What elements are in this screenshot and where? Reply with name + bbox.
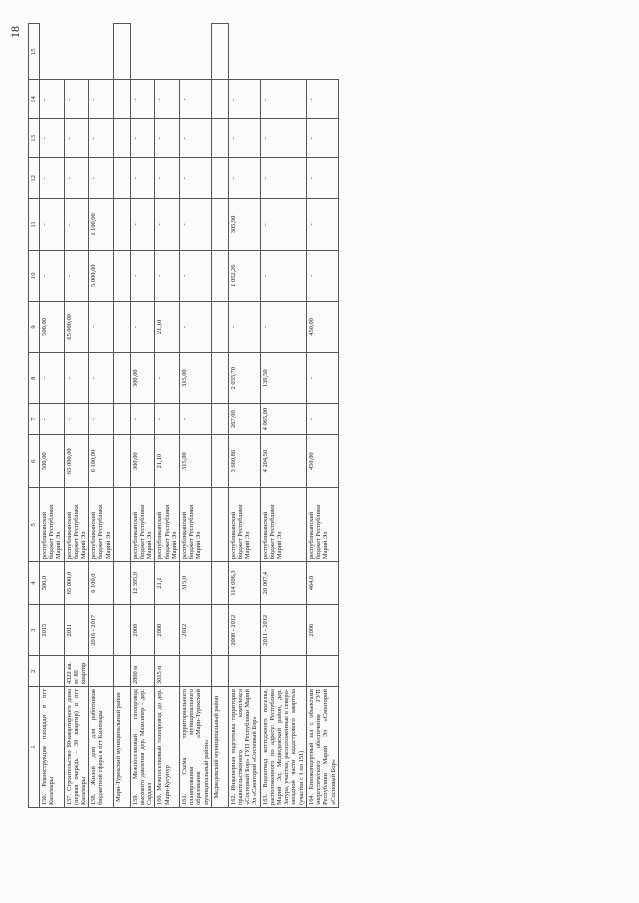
cell-c15: - bbox=[306, 80, 338, 119]
cell-c9: - bbox=[40, 353, 65, 404]
cell-c4: 2008 bbox=[155, 605, 180, 656]
cell-c5: 21,1 bbox=[155, 562, 180, 605]
object-name-cell bbox=[180, 687, 212, 808]
cell-c6: республиканский бюджет Республики Марий Эл bbox=[260, 488, 306, 562]
cell-c7: 300,00 bbox=[130, 435, 155, 488]
cell-c12: 1 100,00 bbox=[89, 199, 114, 250]
empty-cell bbox=[113, 24, 130, 80]
object-name-cell bbox=[228, 687, 260, 808]
column-header: 11 bbox=[29, 199, 40, 250]
row-number: 162. bbox=[229, 793, 237, 805]
cell-c7: 450,00 bbox=[306, 435, 338, 488]
cell-c15: - bbox=[260, 80, 306, 119]
cell-c9: - bbox=[155, 353, 180, 404]
cell-c15: - bbox=[155, 80, 180, 119]
table-row bbox=[130, 24, 155, 808]
cell-c7: 6 100,00 bbox=[89, 435, 114, 488]
column-header: 3 bbox=[29, 605, 40, 656]
empty-cell bbox=[113, 488, 130, 562]
cell-c6: республиканский бюджет Республики Марий Эл bbox=[228, 488, 260, 562]
empty-cell bbox=[211, 119, 228, 158]
cell-c6: республиканский бюджет Республики Марий Эл bbox=[130, 488, 155, 562]
table-row bbox=[64, 24, 89, 808]
cell-c8: - bbox=[155, 404, 180, 435]
column-header: 12 bbox=[29, 158, 40, 199]
cell-c13: - bbox=[40, 158, 65, 199]
column-header: 1 bbox=[29, 687, 40, 808]
cell-c4: 2006 bbox=[306, 605, 338, 656]
cell-c3 bbox=[180, 656, 212, 687]
cell-c11: 5 000,00 bbox=[89, 250, 114, 301]
cell-c8: - bbox=[306, 404, 338, 435]
object-name-cell bbox=[40, 687, 65, 808]
empty-cell bbox=[113, 158, 130, 199]
column-header: 5 bbox=[29, 488, 40, 562]
cell-c8: 267,00 bbox=[228, 404, 260, 435]
table-row bbox=[306, 24, 338, 808]
cell-c15: - bbox=[180, 80, 212, 119]
object-name-cell bbox=[155, 687, 180, 808]
table-row bbox=[155, 24, 180, 808]
cell-c7: 4 204,50 bbox=[260, 435, 306, 488]
empty-cell bbox=[113, 605, 130, 656]
cell-c11: - bbox=[180, 250, 212, 301]
cell-c8: - bbox=[40, 404, 65, 435]
cell-c13: - bbox=[306, 158, 338, 199]
cell-c6: республиканский бюджет Республики Марий Эл bbox=[180, 488, 212, 562]
cell-c11: - bbox=[155, 250, 180, 301]
cell-c14: - bbox=[40, 119, 65, 158]
row-number: 163. bbox=[261, 793, 269, 805]
empty-cell bbox=[113, 301, 130, 352]
empty-cell bbox=[113, 80, 130, 119]
empty-cell bbox=[113, 656, 130, 687]
cell-c7: 3 660,86 bbox=[228, 435, 260, 488]
cell-c11: 1 052,26 bbox=[228, 250, 260, 301]
cell-c14: - bbox=[306, 119, 338, 158]
cell-c9: 2 035,70 bbox=[228, 353, 260, 404]
cell-c9: - bbox=[306, 353, 338, 404]
column-header: 7 bbox=[29, 404, 40, 435]
empty-cell bbox=[211, 605, 228, 656]
object-name: Жилой дом для работников бюджетной сферы в пгт Килемары bbox=[90, 689, 105, 805]
cell-c6: республиканский бюджет Республики Марий Эл bbox=[306, 488, 338, 562]
cell-c3: 3015 м bbox=[155, 656, 180, 687]
cell-c11: - bbox=[130, 250, 155, 301]
cell-c7: 315,00 bbox=[180, 435, 212, 488]
cell-c14: - bbox=[228, 119, 260, 158]
cell-c7: 21,10 bbox=[155, 435, 180, 488]
cell-c5: 6 100,0 bbox=[89, 562, 114, 605]
cell-c8: - bbox=[64, 404, 89, 435]
district-subheader bbox=[211, 687, 228, 808]
cell-c3 bbox=[228, 656, 260, 687]
cell-c5: 65 000,0 bbox=[64, 562, 89, 605]
cell-c5: 500,0 bbox=[40, 562, 65, 605]
empty-cell bbox=[113, 199, 130, 250]
empty-cell bbox=[211, 656, 228, 687]
cell-c5: 315,0 bbox=[180, 562, 212, 605]
cell-c4: 2009 bbox=[130, 605, 155, 656]
column-header: 13 bbox=[29, 119, 40, 158]
cell-c15: - bbox=[89, 80, 114, 119]
row-number: 157. bbox=[65, 793, 73, 805]
object-name: Инженерная подготовка территории правительственного комплекса «Сосновый Бор» ГУП Республики Марий Эл «Санаторий «Сосновый Бор» bbox=[229, 689, 259, 805]
cell-c14: - bbox=[64, 119, 89, 158]
cell-c8: - bbox=[89, 404, 114, 435]
object-name: Строительство 80-квартирного дома (первая очередь - 39 квартир) в пгт Килемары bbox=[65, 689, 88, 805]
table-row bbox=[228, 24, 260, 808]
column-header: 4 bbox=[29, 562, 40, 605]
cell-c9: 139,50 bbox=[260, 353, 306, 404]
cell-c3 bbox=[40, 656, 65, 687]
cell-c11: - bbox=[64, 250, 89, 301]
district-name: Мари-Турекский муниципальный район bbox=[114, 692, 122, 802]
empty-cell bbox=[211, 80, 228, 119]
cell-c15: - bbox=[228, 80, 260, 119]
row-number: 159. bbox=[131, 793, 139, 805]
cell-c6: республиканский бюджет Республики Марий Эл bbox=[40, 488, 65, 562]
cell-c13: - bbox=[180, 158, 212, 199]
object-name: Межпоселковый газопровод высокого давления дер. Мамсинер - дер. Сардаял bbox=[131, 689, 154, 805]
empty-cell bbox=[211, 250, 228, 301]
row-number: 164. bbox=[307, 793, 315, 805]
column-header: 15 bbox=[29, 24, 40, 80]
header-row bbox=[29, 24, 40, 808]
table-row bbox=[180, 24, 212, 808]
cell-c13: - bbox=[260, 158, 306, 199]
object-name: Реконструкция площади в пгт Килемары bbox=[41, 689, 56, 805]
cell-c15: - bbox=[64, 80, 89, 119]
object-name-cell bbox=[89, 687, 114, 808]
cell-c4: 2016 - 2017 bbox=[89, 605, 114, 656]
table-row bbox=[89, 24, 114, 808]
object-name: Киноконцертный зал с объектами энергетического обеспечения ГУП Республики Марий Эл «Санаторий «Сосновый Бор» bbox=[307, 689, 337, 805]
column-header: 2 bbox=[29, 656, 40, 687]
object-name-cell bbox=[64, 687, 89, 808]
cell-c14: - bbox=[89, 119, 114, 158]
cell-c13: - bbox=[64, 158, 89, 199]
empty-cell bbox=[113, 435, 130, 488]
cell-c12: - bbox=[130, 199, 155, 250]
column-header: 10 bbox=[29, 250, 40, 301]
cell-c8: 4 065,00 bbox=[260, 404, 306, 435]
object-name: Межпоселковый газопровод до дер. Мари-Кугунур bbox=[156, 689, 171, 805]
cell-c14: - bbox=[130, 119, 155, 158]
cell-c4: 2012 bbox=[180, 605, 212, 656]
column-header: 6 bbox=[29, 435, 40, 488]
row-number: 158. bbox=[90, 793, 98, 805]
cell-c3: 2800 м bbox=[130, 656, 155, 687]
cell-c10: 450,00 bbox=[306, 301, 338, 352]
cell-c6: республиканский бюджет Республики Марий Эл bbox=[64, 488, 89, 562]
cell-c13: - bbox=[155, 158, 180, 199]
cell-c9: 300,00 bbox=[130, 353, 155, 404]
cell-c10: - bbox=[180, 301, 212, 352]
object-name-cell bbox=[260, 687, 306, 808]
cell-c12: - bbox=[260, 199, 306, 250]
cell-c3: 4322 кв. м/ 80 квартир bbox=[64, 656, 89, 687]
empty-cell bbox=[211, 353, 228, 404]
table-row bbox=[260, 24, 306, 808]
row-number: 160. bbox=[156, 793, 164, 805]
cell-c10: 65 000,00 bbox=[64, 301, 89, 352]
row-number: 156. bbox=[41, 793, 48, 805]
budget-table bbox=[28, 23, 339, 808]
cell-c12: - bbox=[180, 199, 212, 250]
empty-cell bbox=[211, 158, 228, 199]
column-header: 8 bbox=[29, 353, 40, 404]
cell-c14: - bbox=[260, 119, 306, 158]
empty-cell bbox=[113, 250, 130, 301]
cell-c5: 114 606,3 bbox=[228, 562, 260, 605]
cell-c4: 2011 - 2012 bbox=[260, 605, 306, 656]
column-header: 14 bbox=[29, 80, 40, 119]
cell-c14: - bbox=[180, 119, 212, 158]
cell-c11: - bbox=[260, 250, 306, 301]
cell-c14: - bbox=[155, 119, 180, 158]
district-subheader bbox=[113, 687, 130, 808]
cell-c13: - bbox=[130, 158, 155, 199]
cell-c6: республиканский бюджет Республики Марий Эл bbox=[155, 488, 180, 562]
empty-cell bbox=[211, 562, 228, 605]
row-number: 161. bbox=[181, 793, 189, 805]
cell-c3 bbox=[89, 656, 114, 687]
cell-c13: - bbox=[89, 158, 114, 199]
cell-c9: 315,00 bbox=[180, 353, 212, 404]
empty-cell bbox=[211, 301, 228, 352]
cell-c3 bbox=[306, 656, 338, 687]
cell-c8: - bbox=[180, 404, 212, 435]
empty-cell bbox=[113, 404, 130, 435]
district-name: Медведевский муниципальный район bbox=[212, 695, 220, 799]
table-row bbox=[40, 24, 65, 808]
cell-c11: - bbox=[306, 250, 338, 301]
cell-c9: - bbox=[64, 353, 89, 404]
object-name-cell bbox=[130, 687, 155, 808]
cell-c9: - bbox=[89, 353, 114, 404]
cell-c15: - bbox=[40, 80, 65, 119]
district-subheader-row bbox=[113, 24, 130, 808]
cell-c10: - bbox=[130, 301, 155, 352]
cell-c12: - bbox=[40, 199, 65, 250]
cell-c10: 21,10 bbox=[155, 301, 180, 352]
cell-c5: 464,0 bbox=[306, 562, 338, 605]
column-header: 9 bbox=[29, 301, 40, 352]
empty-cell bbox=[211, 199, 228, 250]
empty-cell bbox=[211, 24, 228, 80]
object-name: Водоотвод коттеджного поселка, расположенного по адресу: Республика Марий Эл, Медведевский район, дер. Затура, участки, расположенные в северо-западной части кадастрового квартала (участки с 1 по 151) bbox=[261, 689, 305, 805]
cell-c10: - bbox=[228, 301, 260, 352]
cell-c12: - bbox=[306, 199, 338, 250]
cell-c10: 500,00 bbox=[40, 301, 65, 352]
empty-cell bbox=[113, 562, 130, 605]
empty-cell bbox=[113, 353, 130, 404]
cell-c12: - bbox=[155, 199, 180, 250]
cell-c7: 500,00 bbox=[40, 435, 65, 488]
cell-c5: 20 007,4 bbox=[260, 562, 306, 605]
empty-cell bbox=[211, 404, 228, 435]
cell-c11: - bbox=[40, 250, 65, 301]
cell-c12: - bbox=[64, 199, 89, 250]
cell-c3 bbox=[260, 656, 306, 687]
cell-c12: 305,90 bbox=[228, 199, 260, 250]
cell-c5: 12 395,9 bbox=[130, 562, 155, 605]
cell-c4: 2011 bbox=[64, 605, 89, 656]
cell-c4: 2008 - 2012 bbox=[228, 605, 260, 656]
empty-cell bbox=[113, 119, 130, 158]
cell-c10: - bbox=[89, 301, 114, 352]
cell-c13: - bbox=[228, 158, 260, 199]
page-number: 18 bbox=[8, 26, 22, 38]
district-subheader-row bbox=[211, 24, 228, 808]
empty-cell bbox=[211, 435, 228, 488]
cell-c4: 2015 bbox=[40, 605, 65, 656]
cell-c10: - bbox=[260, 301, 306, 352]
cell-c8: - bbox=[130, 404, 155, 435]
object-name: Схема территориального планирования муниципального образования «Мари-Турекский муниципальный район» bbox=[181, 689, 210, 805]
cell-c15: - bbox=[130, 80, 155, 119]
empty-cell bbox=[211, 488, 228, 562]
cell-c7: 65 000,00 bbox=[64, 435, 89, 488]
cell-c6: республиканский бюджет Республики Марий Эл bbox=[89, 488, 114, 562]
object-name-cell bbox=[306, 687, 338, 808]
